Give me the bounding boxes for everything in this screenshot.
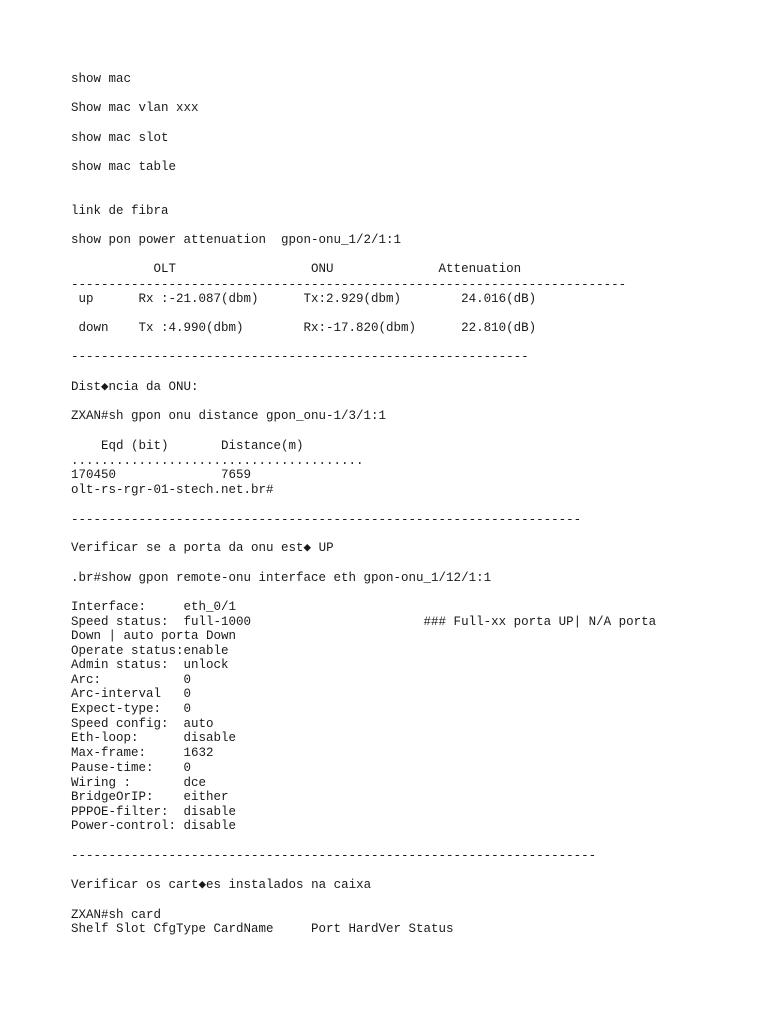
text-line: Verificar se a porta da onu est◆ UP [71, 541, 334, 555]
config-line: Wiring : dce [71, 776, 207, 790]
config-line: Pause-time: 0 [71, 761, 192, 775]
table-header: Shelf Slot CfgType CardName Port HardVer Status [71, 922, 454, 936]
table-row: 170450 7659 [71, 468, 252, 482]
config-line: Arc: 0 [71, 673, 192, 687]
separator-line: ------------------------------------------------------------- [71, 350, 529, 364]
config-line: PPPOE-filter: disable [71, 805, 237, 819]
separator-line: ....................................... [71, 454, 364, 468]
text-line: show mac table [71, 160, 177, 174]
text-line: show mac [71, 72, 132, 86]
config-line: Power-control: disable [71, 819, 237, 833]
config-line: Arc-interval 0 [71, 687, 192, 701]
text-line: show mac slot [71, 131, 169, 145]
table-header: OLT ONU Attenuation [71, 262, 522, 276]
config-line: BridgeOrIP: either [71, 790, 229, 804]
config-line: Speed status: full-1000 ### Full-xx porta UP| N/A porta [71, 615, 657, 629]
text-line: ZXAN#sh card [71, 908, 162, 922]
text-line: Verificar os cart◆es instalados na caixa [71, 878, 372, 892]
text-line: olt-rs-rgr-01-stech.net.br# [71, 483, 274, 497]
text-line: link de fibra [71, 204, 169, 218]
config-line: Admin status: unlock [71, 658, 229, 672]
table-row: down Tx :4.990(dbm) Rx:-17.820(dbm) 22.810(dB) [71, 321, 537, 335]
text-line: ZXAN#sh gpon onu distance gpon_onu-1/3/1:1 [71, 409, 387, 423]
config-line: Expect-type: 0 [71, 702, 192, 716]
text-line: show pon power attenuation gpon-onu_1/2/1:1 [71, 233, 402, 247]
config-line: Operate status:enable [71, 644, 229, 658]
table-header: Eqd (bit) Distance(m) [71, 439, 304, 453]
text-line: Show mac vlan xxx [71, 101, 199, 115]
separator-line: -------------------------------------------------------------------------- [71, 278, 627, 292]
text-line: .br#show gpon remote-onu interface eth gpon-onu_1/12/1:1 [71, 571, 492, 585]
text-line: Dist◆ncia da ONU: [71, 380, 199, 394]
config-line: Eth-loop: disable [71, 731, 237, 745]
separator-line: ---------------------------------------------------------------------- [71, 849, 597, 863]
config-line: Down | auto porta Down [71, 629, 237, 643]
separator-line: -------------------------------------------------------------------- [71, 513, 582, 527]
table-row: up Rx :-21.087(dbm) Tx:2.929(dbm) 24.016(dB) [71, 292, 537, 306]
config-line: Max-frame: 1632 [71, 746, 214, 760]
config-line: Interface: eth_0/1 [71, 600, 237, 614]
config-line: Speed config: auto [71, 717, 214, 731]
